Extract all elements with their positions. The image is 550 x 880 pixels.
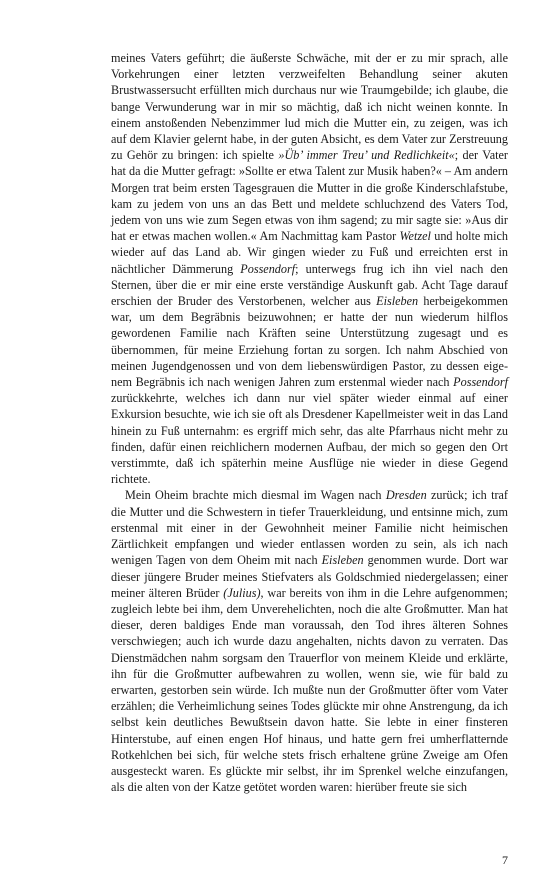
paragraph-2 (111, 487, 508, 795)
text-run: herbeigekommen war, um dem Begräbnis beizuwohnen; er hatte der nun wiederum hilflos gewordenen Familie nach Kräften seine Unterstützung zugesagt und es übernommen, für meine Erziehung fortan zu sorgen. Ich nahm Abschied von meinen Jugendgenossen und von dem liebenswürdigen Pastor, zu dessen eigenem Begräbnis ich nach wenigen Jahren zum erstenmal wieder nach (111, 294, 508, 390)
italic-run: (Julius) (223, 585, 261, 600)
text-run: genommen wurde. Dort war dieser jüngere Bruder meines Stiefvaters als Goldschmied niedergelassen; einer meiner älteren Brüder (111, 553, 508, 600)
italic-run: Dresden (385, 488, 427, 503)
text-run: , war bereits von ihm in die Lehre aufgenommen; zugleich lebte bei ihm, dem Unverehelichten, noch die alte Großmutter. Man hat dieser, deren baldiges Ende man voraussah, den Tod ihres älteren Sohnes verschwiegen; auch ich wurde dazu angehalten, nichts davon zu verraten. Das Dienstmädchen nahm sorgsam den Trauerflor von meinem Kleide und erklärte, ihn für die Großmutter aufbewahren zu wollen, wenn sie, wie für bald zu erwarten, gestorben sein würde. Ich mußte nun der Großmutter öfter vom Vater erzählen; die Verheimlichung seines Todes glückte mir ohne Anstrengung, da ich selbst kein deutliches Bewußtsein davon hatte. Sie lebte in einer finsteren Hinterstube, auf einen engen Hof hinaus, und hatte gern frei umherflatternde Rotkehlchen bei sich, für welche stets frisch erhaltene grüne Zweige am Ofen ausgesteckt waren. Es glückte mir selbst, ihr im Sprenkel welche einzufangen, als die alten von der Katze getötet worden waren: hierüber freute sie sich (111, 585, 508, 795)
text-run: und holte mich wieder auf das Land ab. Wir gingen wieder zu Fuß und erreichten erst in nächtlicher Dämmerung (111, 229, 508, 276)
text-run: ; unterwegs frug ich ihn viel nach den Sternen, über die er mir eine erste verständige Auskunft gab. Acht Tage darauf erschien der Bruder des Verstorbenen, welcher aus (111, 261, 508, 309)
text-run: meines Vaters geführt; die äußerste Schwäche, mit der er zu mir sprach, alle Vorkehrungen einer letzten verzweifelten Behandlung seiner akuten Brustwassersucht erfüllten mich durchaus nur wie Traumgebilde; ich glaube, die bange Verwunderung war in mir so mächtig, daß ich nicht weinen konnte. In einem anstoßenden Nebenzimmer lud mich die Mutter ein, zu zeigen, was ich auf dem Klavier gelernt habe, in der guten Absicht, es dem Vater zur Zerstreuung zu Gehör zu bringen: ich spielte (111, 51, 508, 163)
text-run: Mein Oheim brachte mich diesmal im Wagen nach (125, 488, 386, 503)
text-run: zurück; ich traf die Mutter und die Schwestern in tiefer Trauerkleidung, und entsinne mich, zum erstenmal mit einer in der Gewohnheit meiner Familie nicht heimischen Zärtlichkeit empfangen und wieder entlassen worden zu sein, als ich nach wenigen Tagen von dem Oheim mit nach (111, 488, 508, 568)
italic-run: Eisleben (321, 553, 364, 568)
italic-run: Possendorf (453, 375, 508, 390)
body-text (111, 50, 508, 795)
text-run: ; der Vater hat da die Mutter gefragt: »Sollte er etwa Talent zur Musik haben?« – Am andern Morgen trat beim ersten Tagesgrauen die Mutter in die große Kinderschlafstube, kam zu jedem von uns an das Bett und meldete schluchzend des Vaters Tod, jedem von uns wie zum Segen etwas von ihm sagend; zu mir sagte sie: »Aus dir hat er etwas machen wollen.« Am Nachmittag kam Pastor (111, 148, 508, 244)
text-run: zurückkehrte, welches ich dann nur viel später wieder einmal auf einer Exkursion besuchte, wie ich sie oft als Dresdener Kapellmeister weit in das Land hinein zu Fuß unternahm: es ergriff mich sehr, das alte Pfarrhaus nicht mehr zu finden, dafür einen reichlichern modernen Aufbau, der mich so gegen den Ort verstimmte, daß ich späterhin meine Ausflüge nie wieder in diese Gegend richtete. (111, 391, 508, 487)
italic-run: Possendorf (240, 261, 296, 276)
paragraph-1 (111, 50, 508, 487)
page-number: 7 (502, 853, 508, 867)
italic-run: Wetzel (399, 229, 431, 244)
italic-run: »Üb’ immer Treu’ und Redlichkeit« (278, 148, 455, 163)
italic-run: Eisleben (376, 294, 419, 309)
